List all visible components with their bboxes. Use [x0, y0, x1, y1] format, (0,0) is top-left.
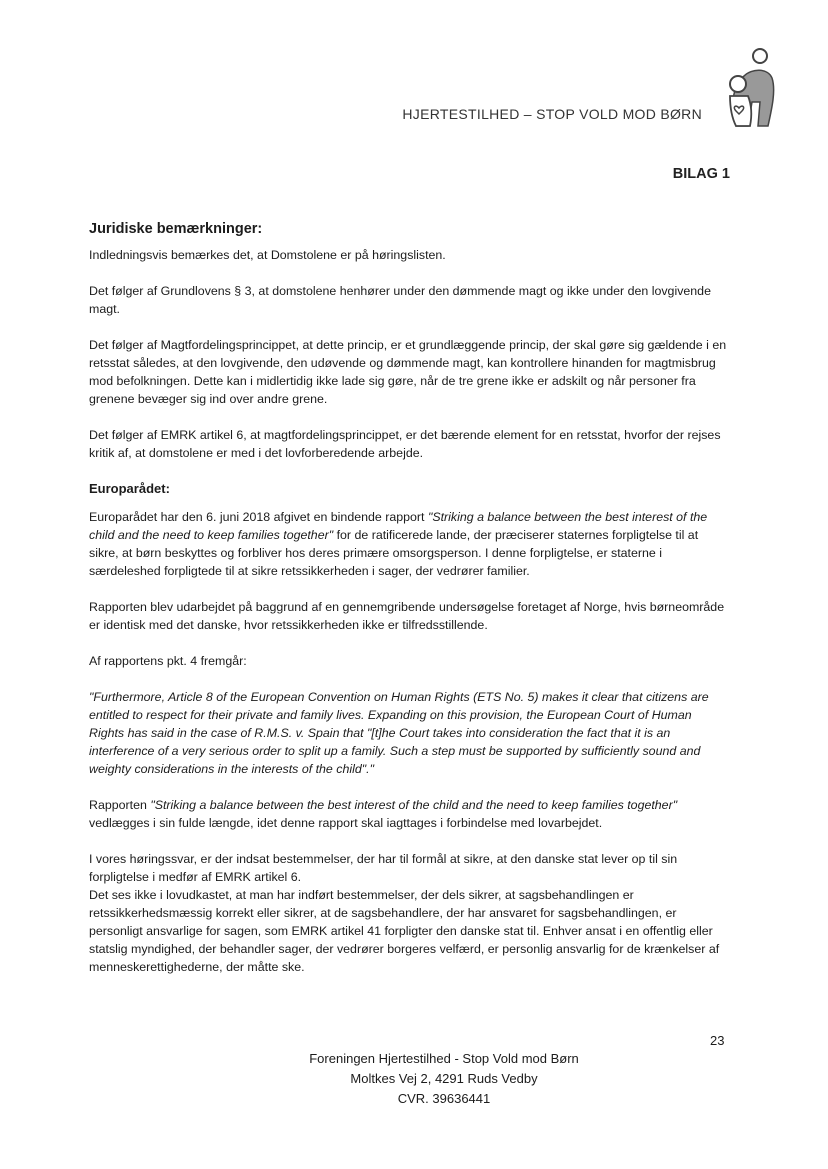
quote-text: "Furthermore, Article 8 of the European Convention on Human Rights (ETS No. 5) makes it clear that citizens are entitled to respect for their private and family lives. Expanding on this provision, the European Court of Human Rights has said in the case of R.M.S. v. Spain that "[t]he Court takes into consideration the fact that it is an interference of a very serious order to split up a family. Such a step must be supported by sufficiently sound and weighty considerations in the interests of the child"."	[89, 690, 709, 776]
paragraph: Indledningsvis bemærkes det, at Domstolene er på høringslisten.	[89, 248, 446, 262]
header-title: HJERTESTILHED – STOP VOLD MOD BØRN	[402, 106, 702, 122]
paragraph-text: Rapporten	[89, 798, 151, 812]
paragraph	[89, 508, 729, 580]
footer-organization: Foreningen Hjertestilhed - Stop Vold mod Børn	[309, 1051, 579, 1066]
paragraph: Det følger af Magtfordelingsprincippet, at dette princip, er et grundlæggende princip, der skal gøre sig gældende i en retsstat således, at den lovgivende, den udøvende og dømmende magt, kan kontrollere hinanden for magtmisbrug mod befolkningen. Dette kan i midlertidig ikke lade sig gøre, når de tre grene ikke er adskilt og når personer fra grenene bevæger sig ind over andre grene.	[89, 338, 727, 406]
paragraph: I vores høringssvar, er der indsat bestemmelser, der har til formål at sikre, at den danske stat lever op til sin forpligtelse i medfør af EMRK artikel 6.	[89, 852, 678, 884]
family-hug-icon	[722, 46, 778, 136]
paragraph-text: for de ratificerede lande, der præciserer staternes forpligtelse til at sikre, at børn beskyttes og forbliver hos deres primære omsorgsperson. I denne forpligtelse, er staterne i særdeleshed forpligtede til at sikre retssikkerheden i sager, der vedrører familier.	[89, 528, 699, 578]
report-title-quote: "Striking a balance between the best interest of the child and the need to keep families together"	[150, 798, 678, 812]
section-heading: Juridiske bemærkninger:	[89, 221, 263, 237]
footer	[0, 1049, 828, 1109]
document-body	[89, 220, 729, 994]
paragraph: Det følger af EMRK artikel 6, at magtfordelingsprincippet, er det bærende element for en retsstat, hvorfor der rejses kritik af, at domstolene er med i det lovforberedende arbejde.	[89, 428, 721, 460]
paragraph: Rapporten blev udarbejdet på baggrund af en gennemgribende undersøgelse foretaget af Norge, hvis børneområde er identisk med det danske, hvor retssikkerheden ikke er tilfredsstillende.	[89, 600, 725, 632]
appendix-label: BILAG 1	[672, 166, 730, 182]
paragraph	[89, 796, 729, 832]
paragraph-text: vedlægges i sin fulde længde, idet denne rapport skal iagttages i forbindelse med lovarbejdet.	[89, 816, 603, 830]
paragraph: Af rapportens pkt. 4 fremgår:	[89, 654, 247, 668]
page-number: 23	[710, 1033, 725, 1048]
block-quote	[89, 688, 729, 778]
footer-cvr: CVR. 39636441	[397, 1091, 491, 1106]
footer-address: Moltkes Vej 2, 4291 Ruds Vedby	[350, 1071, 538, 1086]
paragraph: Det ses ikke i lovudkastet, at man har indført bestemmelser, der dels sikrer, at sagsbehandlingen er retssikkerhedsmæssig korrekt eller sikrer, at de sagsbehandlere, der har ansvaret for sagsbehandlingen, er personligt ansvarlige for sagen, som EMRK artikel 41 forpligter den danske stat til. Enhver ansat i en offentlig eller statslig myndighed, der behandler sager, der vedrører borgeres velfærd, er personlig ansvarlig for de krænkelser af menneskerettighederne, der måtte ske.	[89, 888, 720, 974]
paragraph: Det følger af Grundlovens § 3, at domstolene henhører under den dømmende magt og ikke under den lovgivende magt.	[89, 284, 711, 316]
subsection-heading: Europarådet:	[89, 481, 170, 496]
report-title-quote: "Striking a balance between the best interest of the child and the need to keep families together"	[89, 510, 708, 542]
paragraph-text: Europarådet har den 6. juni 2018 afgivet en bindende rapport	[89, 510, 428, 524]
